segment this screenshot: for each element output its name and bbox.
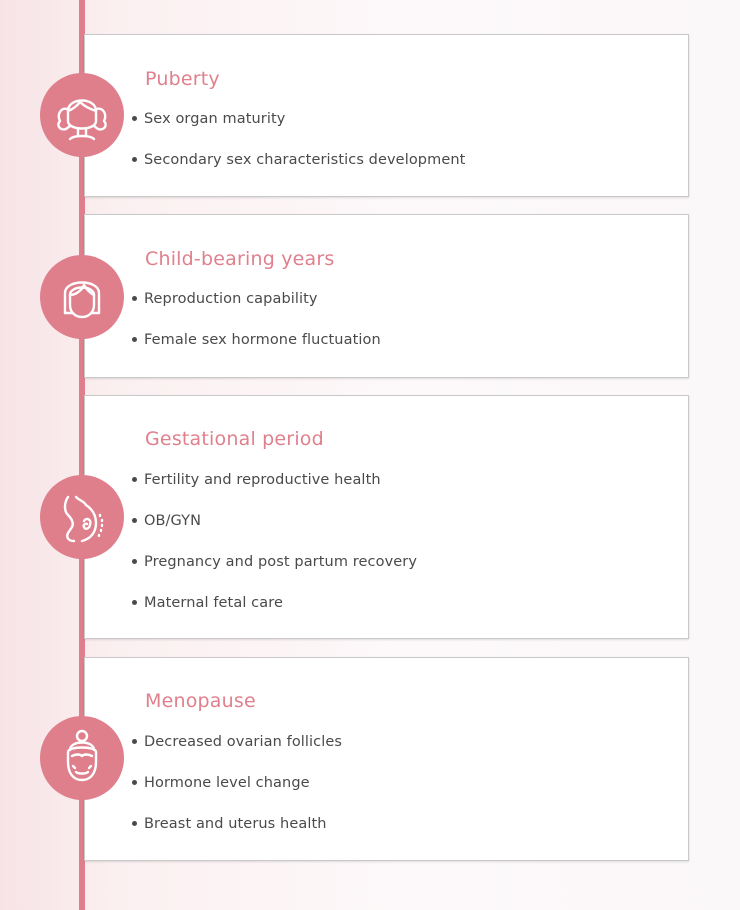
stage-bullet	[132, 816, 327, 832]
bullet-dot	[132, 157, 137, 162]
bullet-dot	[132, 296, 137, 301]
bullet-dot	[132, 780, 137, 785]
bullet-dot	[132, 739, 137, 744]
bullet-text: Maternal fetal care	[144, 595, 283, 611]
stage-card-child-bearing	[84, 214, 689, 378]
bullet-text: Secondary sex characteristics development	[144, 152, 466, 168]
bullet-dot	[132, 559, 137, 564]
bullet-dot	[132, 116, 137, 121]
stage-bullet	[132, 291, 318, 307]
bullet-dot	[132, 477, 137, 482]
stage-title: Puberty	[145, 68, 220, 90]
stage-card-puberty	[84, 34, 689, 197]
stage-bullet	[132, 595, 283, 611]
bullet-text: OB/GYN	[144, 513, 202, 529]
bullet-text: Hormone level change	[144, 775, 310, 791]
bullet-text: Decreased ovarian follicles	[144, 734, 343, 750]
gestational-icon-badge	[40, 475, 124, 559]
woman-face-icon	[40, 255, 124, 339]
bullet-dot	[132, 600, 137, 605]
bullet-dot	[132, 518, 137, 523]
stage-bullet	[132, 513, 201, 529]
child-bearing-icon-badge	[40, 255, 124, 339]
stage-card-gestational	[84, 395, 689, 639]
girl-pigtails-icon	[40, 73, 124, 157]
menopause-icon-badge	[40, 716, 124, 800]
stage-title: Gestational period	[145, 428, 324, 450]
bullet-text: Pregnancy and post partum recovery	[144, 554, 418, 570]
stage-title: Child-bearing years	[145, 248, 335, 270]
bullet-text: Breast and uterus health	[144, 816, 327, 832]
bullet-text: Female sex hormone fluctuation	[144, 332, 381, 348]
stage-bullet	[132, 152, 465, 168]
bullet-text: Fertility and reproductive health	[144, 472, 381, 488]
stage-card-menopause	[84, 657, 689, 861]
older-woman-bun-icon	[40, 716, 124, 800]
stage-bullet	[132, 554, 417, 570]
bullet-text: Reproduction capability	[144, 291, 318, 307]
stage-bullet	[132, 332, 381, 348]
bullet-text: Sex organ maturity	[144, 111, 286, 127]
stage-bullet	[132, 734, 342, 750]
stage-bullet	[132, 775, 310, 791]
stage-bullet	[132, 472, 381, 488]
puberty-icon-badge	[40, 73, 124, 157]
stage-title: Menopause	[145, 690, 256, 712]
bullet-dot	[132, 337, 137, 342]
bullet-dot	[132, 821, 137, 826]
stage-bullet	[132, 111, 285, 127]
pregnant-woman-icon	[40, 475, 124, 559]
